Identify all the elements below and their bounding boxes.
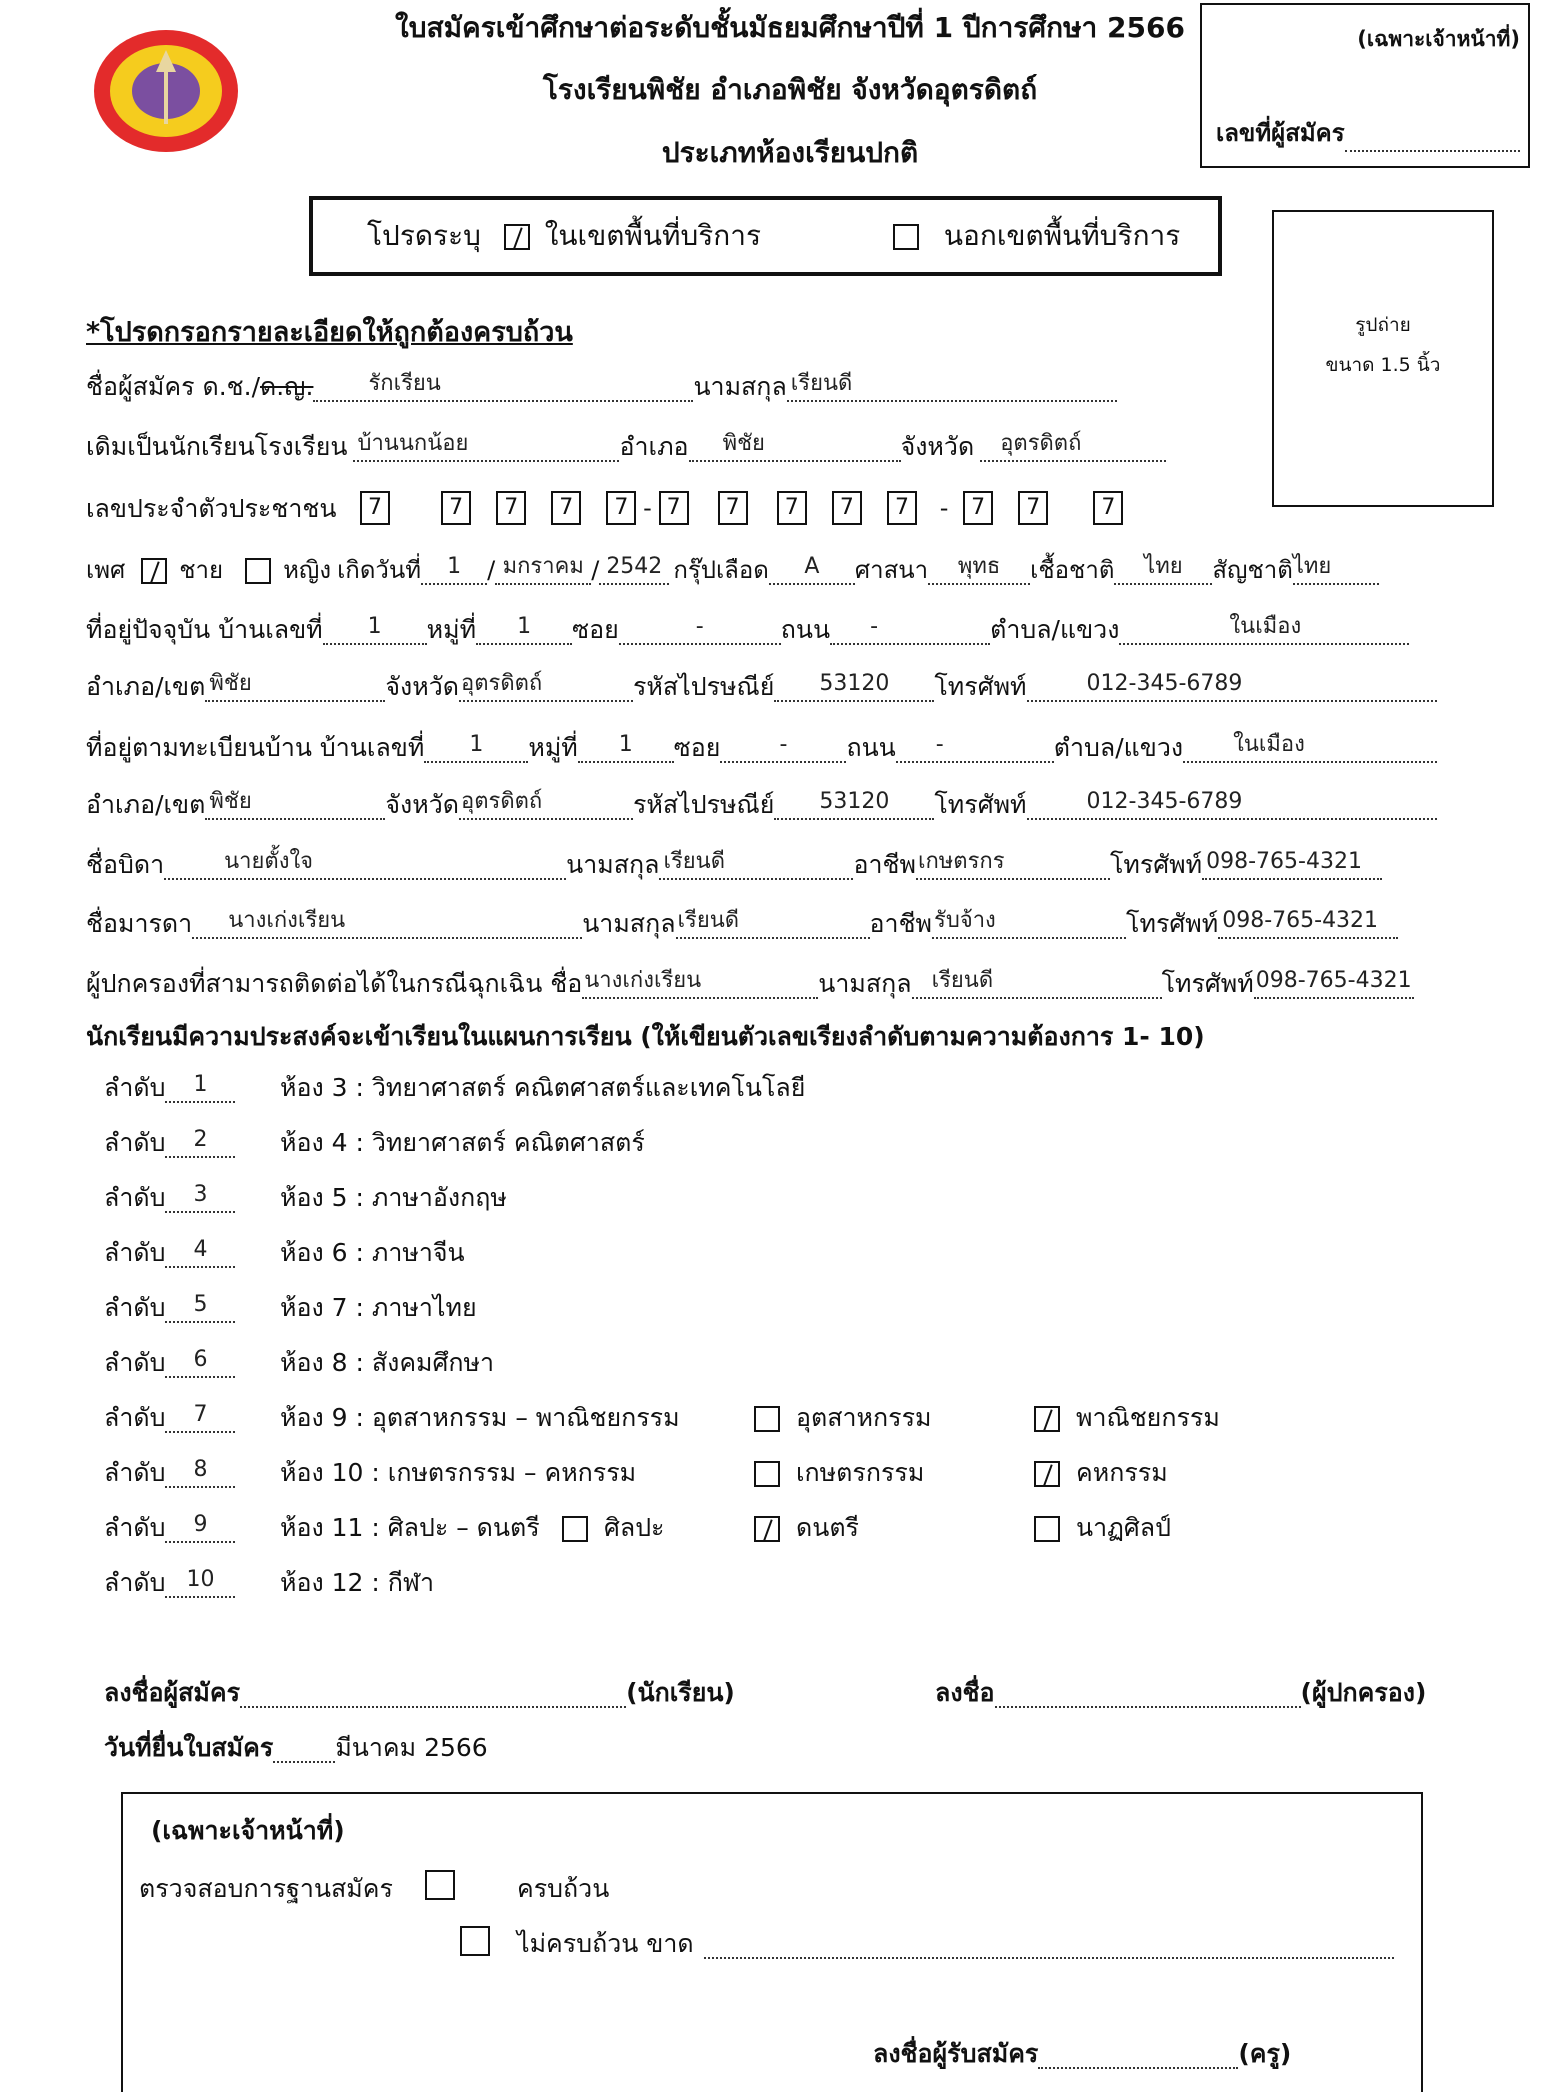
current-moo-field[interactable]: 1 [476,615,572,645]
national-id-label: เลขประจำตัวประชาชน [86,494,337,523]
previous-province-field[interactable]: อุตรดิตถ์ [980,432,1166,462]
incomplete-label: ไม่ครบถ้วน ขาด [517,1929,694,1958]
current-address-row-2 [86,672,1437,702]
room-label: ห้อง 7 : ภาษาไทย [280,1293,477,1322]
rank-label: ลำดับ [104,1568,166,1597]
room9-option-commerce[interactable] [1028,1402,1220,1434]
struck-title: ด.ญ. [260,372,314,401]
in-zone-label: ในเขตพื้นที่บริการ [544,219,761,252]
rank-field[interactable]: 5 [165,1293,235,1323]
male-checkbox[interactable] [141,558,167,584]
submission-date-value: มีนาคม 2566 [335,1733,488,1762]
out-zone-checkbox[interactable] [893,224,919,250]
current-subdistrict-field[interactable]: ในเมือง [1119,615,1409,645]
room11-option-art[interactable] [556,1512,665,1544]
birth-day-field[interactable]: 1 [421,555,487,585]
industry-label: อุตสาหกรรม [796,1403,932,1432]
father-name-field[interactable]: นายตั้งใจ [164,850,566,880]
missing-items-field[interactable] [704,1929,1394,1959]
complete-label: ครบถ้วน [517,1874,610,1903]
first-name-field[interactable]: รักเรียน [313,372,693,402]
guardian-phone-label: โทรศัพท์ [1161,969,1254,998]
father-job-field[interactable]: เกษตรกร [916,850,1110,880]
applicant-number-label: เลขที่ผู้สมัคร [1216,119,1345,147]
rank-field[interactable]: 10 [165,1568,235,1598]
national-id-row [86,490,336,528]
previous-district-label: อำเภอ [619,432,689,461]
submission-date-dots[interactable] [273,1733,335,1763]
registered-address-label: ที่อยู่ตามทะเบียนบ้าน บ้านเลขที่ [86,733,425,762]
room9-option-industry[interactable] [748,1402,932,1434]
father-surname-label: นามสกุล [566,850,660,879]
current-subdistrict-label: ตำบล/แขวง [990,615,1120,644]
father-label: ชื่อบิดา [86,850,165,879]
mother-phone-field[interactable]: 098-765-4321 [1218,909,1398,939]
plan-row-room-3 [104,1073,805,1103]
rank-field[interactable]: 9 [165,1513,235,1543]
plan-row-room-12 [104,1568,434,1598]
previous-province-label: จังหวัด [900,432,975,461]
room11-option-music[interactable] [748,1512,859,1544]
room10-option-agriculture[interactable] [748,1457,924,1489]
submission-date-label: วันที่ยื่นใบสมัคร [104,1733,274,1762]
current-soi-label: ซอย [572,615,619,644]
previous-school-label: เดิมเป็นนักเรียนโรงเรียน [86,432,348,461]
registered-house-no-field[interactable]: 1 [424,733,528,763]
ethnicity-field[interactable]: ไทย [1114,555,1212,585]
previous-district-field[interactable]: พิชัย [689,432,901,462]
submission-date-row [104,1733,488,1763]
gender-label: เพศ [86,556,126,584]
rank-field[interactable]: 4 [165,1238,235,1268]
current-phone-label: โทรศัพท์ [934,672,1027,701]
plan-row-room-10 [104,1458,636,1488]
current-district-field[interactable]: พิชัย [205,672,385,702]
mother-label: ชื่อมารดา [86,909,193,938]
registered-province-field[interactable]: อุตรดิตถ์ [459,790,633,820]
staff-use-box [121,1792,1423,2092]
room-label: ห้อง 6 : ภาษาจีน [280,1238,465,1267]
rank-field[interactable]: 2 [165,1128,235,1158]
plan-row-room-9 [104,1403,680,1433]
registered-road-label: ถนน [846,733,896,762]
birth-date-label: เกิดวันที่ [337,556,422,584]
applicant-signature-row [104,1678,735,1708]
applicant-signature-suffix: (นักเรียน) [626,1678,735,1707]
id-digit-box[interactable]: 7 [832,491,862,525]
service-zone-box [309,196,1222,276]
home-economics-checkbox[interactable] [1034,1461,1060,1487]
personal-info-row [86,555,1379,585]
date-slash: / [591,556,600,584]
registered-moo-label: หมู่ที่ [528,733,578,762]
female-label: หญิง [283,556,332,584]
room-label: ห้อง 3 : วิทยาศาสตร์ คณิตศาสตร์และเทคโนโลยี [280,1073,806,1102]
agriculture-label: เกษตรกรรม [796,1458,925,1487]
plan-row-room-6 [104,1238,465,1268]
receiver-signature-suffix: (ครู) [1238,2039,1292,2068]
father-row [86,850,1382,880]
complete-checkbox[interactable] [425,1870,455,1900]
father-surname-field[interactable]: เรียนดี [659,850,853,880]
room-label: ห้อง 11 : ศิลปะ – ดนตรี [280,1513,540,1542]
staff-use-label: (เฉพาะเจ้าหน้าที่) [151,1816,345,1845]
music-label: ดนตรี [796,1513,859,1542]
room-label: ห้อง 5 : ภาษาอังกฤษ [280,1183,507,1212]
applicant-number-field[interactable] [1216,113,1520,152]
mother-name-field[interactable]: นางเก่งเรียน [192,909,582,939]
applicant-signature-label: ลงชื่อผู้สมัคร [104,1678,241,1707]
current-province-field[interactable]: อุตรดิตถ์ [459,672,633,702]
plan-row-room-7 [104,1293,477,1323]
mother-row [86,909,1398,939]
rank-field[interactable]: 7 [165,1403,235,1433]
receiver-signature-label: ลงชื่อผู้รับสมัคร [873,2039,1039,2068]
rank-label: ลำดับ [104,1073,166,1102]
room11-option-dance[interactable] [1028,1512,1171,1544]
applicant-name-label: ชื่อผู้สมัคร ด.ช./ [86,372,260,401]
guardian-signature-suffix: (ผู้ปกครอง) [1300,1678,1427,1707]
previous-school-row [86,432,1166,462]
guardian-phone-field[interactable]: 098-765-4321 [1254,969,1414,999]
birth-year-field[interactable]: 2542 [599,555,669,585]
music-checkbox[interactable] [754,1516,780,1542]
room-label: ห้อง 9 : อุตสาหกรรม – พาณิชยกรรม [280,1403,680,1432]
class-type: ประเภทห้องเรียนปกติ [661,136,919,169]
id-digit-box[interactable]: 7 [496,491,526,525]
in-zone-checkbox[interactable] [504,224,530,250]
rank-field[interactable]: 1 [165,1073,235,1103]
id-digit-box[interactable]: 7 [777,491,807,525]
blood-type-field[interactable]: A [769,555,855,585]
registered-phone-label: โทรศัพท์ [934,790,1027,819]
current-district-label: อำเภอ/เขต [86,672,206,701]
office-use-label: (เฉพาะเจ้าหน้าที่) [1357,27,1520,51]
registered-subdistrict-label: ตำบล/แขวง [1053,733,1184,762]
document-check-label: ตรวจสอบการฐานสมัคร [139,1874,393,1903]
national-id-boxes[interactable] [360,491,1123,529]
previous-school-field[interactable]: บ้านนกน้อย [353,432,619,462]
surname-field[interactable]: เรียนดี [787,372,1117,402]
father-phone-field[interactable]: 098-765-4321 [1202,850,1382,880]
current-postcode-label: รหัสไปรษณีย์ [633,672,775,701]
religion-field[interactable]: พุทธ [928,555,1030,585]
out-zone-label: นอกเขตพื้นที่บริการ [943,219,1181,252]
art-label: ศิลปะ [604,1513,665,1542]
zone-label: โปรดระบุ [367,219,481,252]
id-digit-box[interactable]: 7 [659,491,689,525]
office-use-box [1200,3,1530,168]
registered-soi-label: ซอย [673,733,721,762]
rank-field[interactable]: 3 [165,1183,235,1213]
id-digit-box[interactable]: 7 [551,491,581,525]
current-moo-label: หมู่ที่ [426,615,477,644]
applicant-signature-field[interactable] [240,1678,626,1708]
industry-checkbox[interactable] [754,1406,780,1432]
id-digit-box[interactable]: 7 [441,491,471,525]
plan-row-room-4 [104,1128,645,1158]
male-label: ชาย [179,556,224,584]
registered-soi-field[interactable]: - [720,733,846,763]
room-label: ห้อง 10 : เกษตรกรรม – คหกรรม [280,1458,637,1487]
guardian-signature-field[interactable] [995,1678,1301,1708]
school-logo [92,28,240,154]
father-job-label: อาชีพ [853,850,916,879]
registered-district-field[interactable]: พิชัย [205,790,385,820]
nationality-field[interactable]: ไทย [1293,555,1379,585]
guardian-name-field[interactable]: นางเก่งเรียน [582,969,818,999]
surname-label: นามสกุล [693,372,787,401]
commerce-label: พาณิชยกรรม [1076,1403,1220,1432]
plan-row-room-8 [104,1348,494,1378]
registered-road-field[interactable]: - [896,733,1054,763]
date-slash: / [487,556,496,584]
incomplete-checkbox[interactable] [460,1926,490,1956]
instruction-text: *โปรดกรอกรายละเอียดให้ถูกต้องครบถ้วน [86,317,573,348]
id-digit-box[interactable]: 7 [606,491,636,525]
room-label: ห้อง 12 : กีฬา [280,1568,435,1597]
rank-label: ลำดับ [104,1513,166,1542]
id-digit-box[interactable]: 7 [360,491,390,525]
current-road-label: ถนน [780,615,831,644]
rank-field[interactable]: 8 [165,1458,235,1488]
guardian-signature-label: ลงชื่อ [935,1678,995,1707]
guardian-label: ผู้ปกครองที่สามารถติดต่อได้ในกรณีฉุกเฉิน ชื่อ [86,969,583,998]
guardian-surname-label: นามสกุล [818,969,912,998]
applicant-name-row [86,372,1117,402]
registered-postcode-label: รหัสไปรษณีย์ [633,790,775,819]
id-digit-box[interactable]: 7 [887,491,917,525]
mother-job-field[interactable]: รับจ้าง [932,909,1126,939]
photo-box [1272,210,1494,507]
room-label: ห้อง 4 : วิทยาศาสตร์ คณิตศาสตร์ [280,1128,645,1157]
registered-postcode-field[interactable]: 53120 [774,790,934,820]
rank-label: ลำดับ [104,1128,166,1157]
commerce-checkbox[interactable] [1034,1406,1060,1432]
receiver-signature-field[interactable] [1038,2039,1238,2069]
religion-label: ศาสนา [854,556,929,584]
home-economics-label: คหกรรม [1076,1458,1168,1487]
photo-label: รูปถ่าย [1355,314,1411,336]
mother-phone-label: โทรศัพท์ [1126,909,1219,938]
registered-subdistrict-field[interactable]: ในเมือง [1183,733,1437,763]
current-address-label: ที่อยู่ปัจจุบัน บ้านเลขที่ [86,615,323,644]
current-road-field[interactable]: - [830,615,990,645]
dance-label: นาฏศิลป์ [1076,1513,1171,1542]
id-separator: - [939,494,949,522]
current-soi-field[interactable]: - [619,615,781,645]
mother-surname-label: นามสกุล [582,909,676,938]
female-checkbox[interactable] [245,558,271,584]
plan-row-room-5 [104,1183,507,1213]
id-digit-box[interactable]: 7 [718,491,748,525]
current-address-row [86,615,1409,645]
rank-field[interactable]: 6 [165,1348,235,1378]
id-digit-box[interactable]: 7 [1018,491,1048,525]
art-checkbox[interactable] [562,1516,588,1542]
guardian-row [86,969,1414,999]
school-logo-emblem [92,28,240,154]
registered-moo-field[interactable]: 1 [578,733,674,763]
agriculture-checkbox[interactable] [754,1461,780,1487]
rank-label: ลำดับ [104,1458,166,1487]
study-plan-heading: นักเรียนมีความประสงค์จะเข้าเรียนในแผนการเรียน (ให้เขียนตัวเลขเรียงลำดับตามความต้องการ 1- 10) [86,1022,1205,1051]
mother-surname-field[interactable]: เรียนดี [676,909,870,939]
id-digit-box[interactable]: 7 [1093,491,1123,525]
mother-job-label: อาชีพ [869,909,933,938]
rank-label: ลำดับ [104,1238,166,1267]
school-name: โรงเรียนพิชัย อำเภอพิชัย จังหวัดอุตรดิตถ์ [542,73,1038,106]
registered-province-label: จังหวัด [385,790,459,819]
id-separator: - [643,494,652,522]
rank-label: ลำดับ [104,1348,166,1377]
ethnicity-label: เชื้อชาติ [1030,556,1115,584]
birth-month-field[interactable]: มกราคม [495,555,591,585]
rank-label: ลำดับ [104,1293,166,1322]
guardian-signature-row [935,1678,1426,1708]
registered-phone-field[interactable]: 012-345-6789 [1027,790,1437,820]
registered-address-row-2 [86,790,1437,820]
room10-option-home-economics[interactable] [1028,1457,1168,1489]
current-province-label: จังหวัด [385,672,459,701]
registered-address-row [86,733,1437,763]
blood-type-label: กรุ๊ปเลือด [673,556,769,584]
father-phone-label: โทรศัพท์ [1109,850,1203,879]
plan-row-room-11 [104,1513,540,1543]
receiver-signature-row [873,2039,1291,2069]
incomplete-row [517,1929,1394,1959]
registered-district-label: อำเภอ/เขต [86,790,206,819]
current-phone-field[interactable]: 012-345-6789 [1027,672,1437,702]
form-title: ใบสมัครเข้าศึกษาต่อระดับชั้นมัธยมศึกษาปีที่ 1 ปีการศึกษา 2566 [395,11,1185,44]
id-digit-box[interactable]: 7 [963,491,993,525]
current-postcode-field[interactable]: 53120 [774,672,934,702]
nationality-label: สัญชาติ [1212,556,1293,584]
rank-label: ลำดับ [104,1403,166,1432]
current-house-no-field[interactable]: 1 [323,615,427,645]
dance-checkbox[interactable] [1034,1516,1060,1542]
rank-label: ลำดับ [104,1183,166,1212]
guardian-surname-field[interactable]: เรียนดี [912,969,1162,999]
room-label: ห้อง 8 : สังคมศึกษา [280,1348,495,1377]
photo-size-label: ขนาด 1.5 นิ้ว [1325,354,1441,376]
